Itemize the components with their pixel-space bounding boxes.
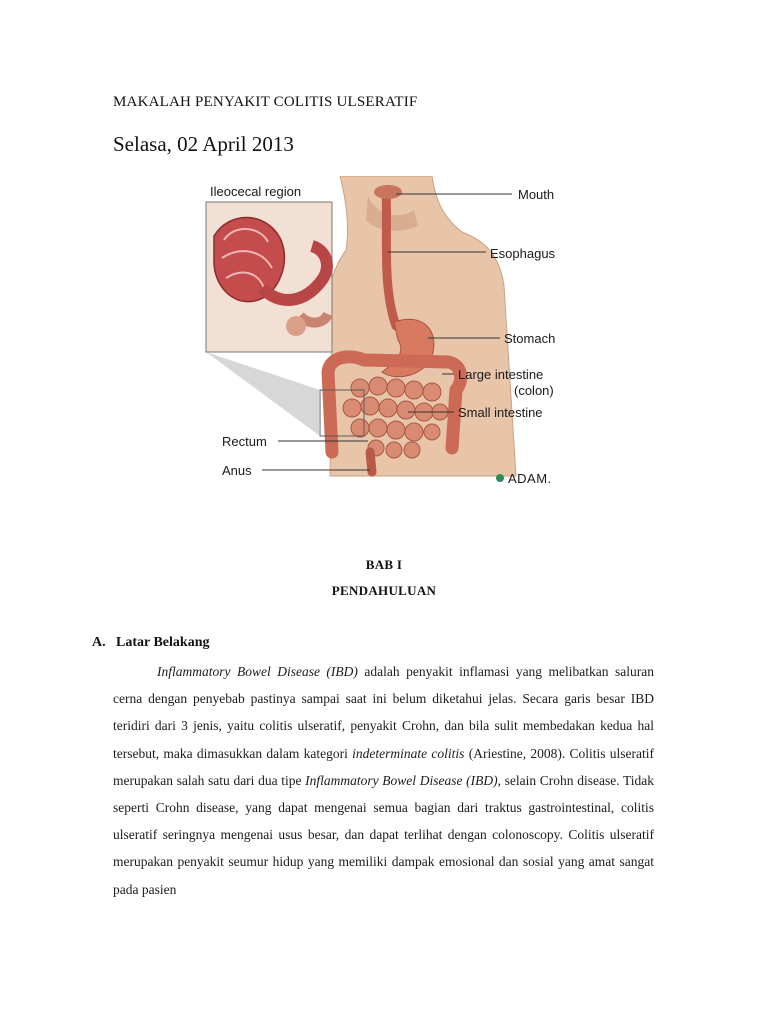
label-small-intestine: Small intestine: [458, 405, 543, 420]
label-stomach: Stomach: [504, 331, 556, 346]
chapter-title: PENDAHULUAN: [331, 583, 437, 598]
paragraph-text-2: (Ariestine, 2008). Colitis ulseratif merupakan salah satu dari dua tipe: [113, 745, 654, 788]
label-mouth: Mouth: [518, 187, 555, 202]
section-title: Latar Belakang: [116, 635, 210, 650]
paragraph-text-1: adalah penyakit inflamasi yang melibatkan saluran cerna dengan penyebab pastinya sampai saat ini belum diketahui jelas. Secara garis besar IBD teridiri dari 3 jenis, yaitu colitis ulseratif, penyakit Crohn, dan bila sulit membedakan kedua hal tersebut, maka dimasukkan dalam kategori: [113, 664, 654, 761]
section-heading: [92, 635, 209, 651]
post-date: Selasa, 02 April 2013: [113, 132, 294, 156]
paragraph-text-3: selain Crohn disease. Tidak seperti Crohn disease, yang dapat mengenai semua bagian dari traktus gastrointestinal, colitis ulseratif seringnya mengenai usus besar, dan dapat terlihat dengan colonoscopy. Colitis ulseratif merupakan penyakit seumur hidup yang memiliki dampak emosional dan sosial yang amat sangat pada pasien: [113, 772, 654, 897]
label-large-intestine: Large intestine: [458, 367, 544, 382]
term-indeterminate-colitis: indeterminate colitis: [352, 745, 465, 761]
section-letter: A.: [92, 635, 106, 650]
body-paragraph: [113, 658, 654, 903]
chapter-number: BAB I: [365, 557, 403, 572]
digestive-system-illustration: [200, 176, 580, 486]
label-ileocecal-region: Ileocecal region: [210, 184, 302, 199]
term-ibd-2: Inflammatory Bowel Disease (IBD),: [305, 772, 501, 788]
label-rectum: Rectum: [222, 434, 267, 449]
svg-text:ADAM.: ADAM.: [508, 471, 552, 486]
document-title: MAKALAH PENYAKIT COLITIS ULSERATIF: [113, 94, 418, 110]
label-anus: Anus: [222, 463, 252, 478]
term-ibd: Inflammatory Bowel Disease (IBD): [157, 664, 358, 679]
label-colon: (colon): [514, 383, 554, 398]
label-esophagus: Esophagus: [490, 246, 556, 261]
